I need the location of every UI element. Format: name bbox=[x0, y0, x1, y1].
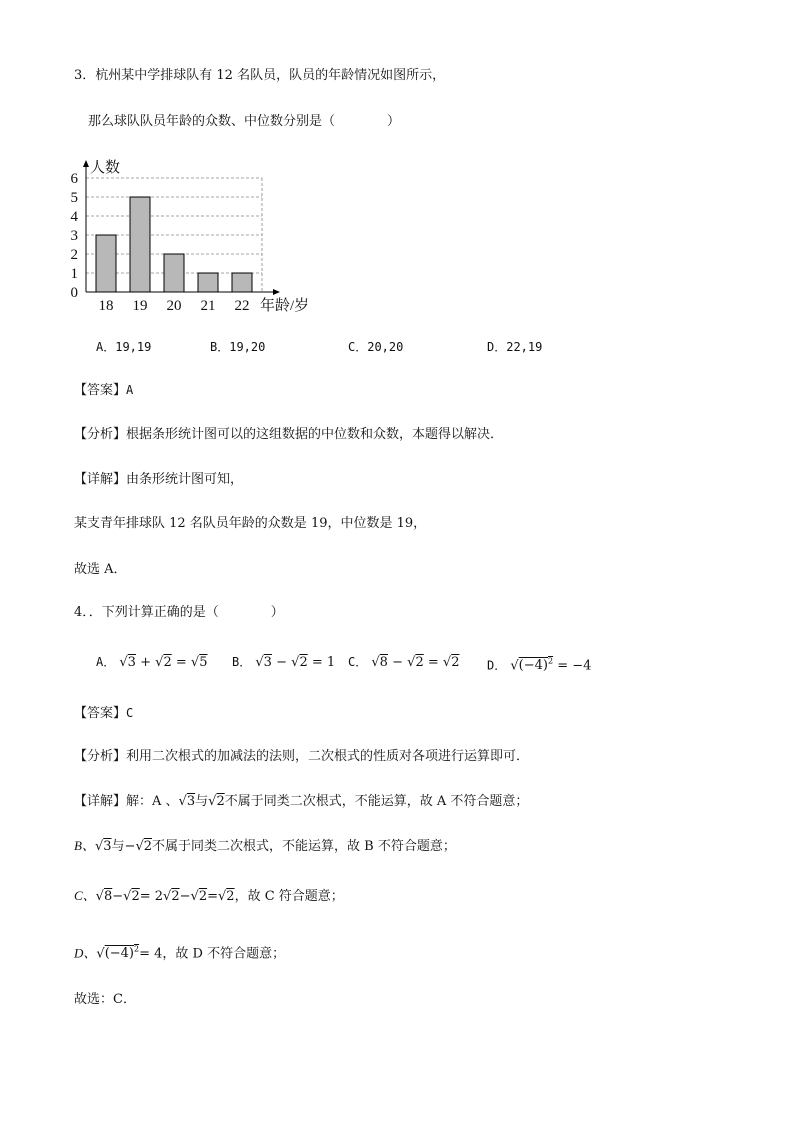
equals: = −4 bbox=[557, 658, 592, 674]
radicand: 2 bbox=[198, 889, 208, 904]
q3-analysis bbox=[74, 427, 503, 443]
operator: + bbox=[140, 655, 151, 670]
bar bbox=[232, 273, 252, 292]
radicand: 5 bbox=[199, 655, 208, 670]
bar bbox=[130, 197, 150, 292]
q3-option-d: D．22,19 bbox=[487, 340, 543, 354]
q3-answer bbox=[74, 382, 133, 399]
analysis-text: 利用二次根式的加减法的法则，二次根式的性质对各项进行运算即可． bbox=[126, 749, 530, 764]
q3-stem-line1: 3．杭州某中学排球队有 12 名队员，队员的年龄情况如图所示， bbox=[74, 68, 446, 83]
detail-text: ，故 C 符合题意； bbox=[234, 889, 344, 904]
equals: = bbox=[427, 655, 439, 670]
option-label: C． bbox=[348, 655, 368, 669]
q4-answer bbox=[74, 705, 133, 722]
radicand bbox=[519, 658, 553, 673]
y-tick-label: 1 bbox=[70, 266, 78, 282]
exponent: 2 bbox=[547, 657, 554, 666]
radicand: 3 bbox=[103, 839, 112, 854]
exponent: 2 bbox=[134, 945, 140, 954]
detail-label: D、 bbox=[74, 945, 97, 961]
detail-tag: 【详解】 bbox=[74, 794, 127, 809]
sqrt-icon: √ bbox=[190, 655, 200, 670]
answer-value: A bbox=[126, 383, 134, 397]
bar bbox=[96, 235, 116, 292]
detail-text: − bbox=[179, 889, 191, 904]
q4-option-b bbox=[232, 654, 335, 671]
sqrt-icon: √ bbox=[255, 655, 264, 670]
sqrt-icon: √ bbox=[218, 889, 227, 904]
bar bbox=[198, 273, 218, 292]
sqrt-icon: √ bbox=[135, 839, 144, 854]
operator: − bbox=[276, 655, 287, 670]
y-tick-label: 3 bbox=[70, 228, 78, 244]
q4-option-d bbox=[487, 654, 591, 674]
detail-tag: 【详解】 bbox=[74, 472, 127, 487]
detail-text: − bbox=[112, 889, 124, 904]
x-tick-label: 18 bbox=[98, 298, 114, 314]
x-tick-label: 20 bbox=[166, 298, 182, 314]
detail-text: 与− bbox=[111, 839, 136, 854]
radicand: 3 bbox=[263, 655, 272, 670]
radicand: 2 bbox=[451, 655, 460, 670]
sqrt-icon: √ bbox=[291, 655, 300, 670]
sqrt-icon: √ bbox=[163, 889, 172, 904]
x-axis-arrow-icon bbox=[273, 289, 280, 295]
detail-text: 不属于同类二次根式，不能运算，故 A 不符合题意； bbox=[224, 794, 529, 809]
answer-tag: 【答案】 bbox=[74, 706, 127, 721]
sqrt-icon: √ bbox=[190, 889, 199, 904]
radicand: 3 bbox=[127, 655, 136, 670]
y-tick-label: 4 bbox=[70, 209, 78, 225]
x-tick-label: 22 bbox=[234, 298, 250, 314]
y-axis-arrow-icon bbox=[83, 160, 89, 167]
radicand bbox=[105, 946, 139, 961]
operator: − bbox=[392, 655, 403, 670]
radicand-inner: (−4) bbox=[104, 946, 134, 962]
q4-option-c bbox=[348, 654, 459, 671]
analysis-tag: 【分析】 bbox=[74, 749, 127, 764]
sqrt-icon: √ bbox=[371, 655, 380, 670]
equals: = bbox=[175, 655, 187, 670]
q3-bar-chart bbox=[62, 150, 332, 315]
radicand: 2 bbox=[143, 839, 153, 854]
q4-conclusion: 故选：C． bbox=[74, 992, 136, 1007]
equals: = 1 bbox=[311, 655, 336, 670]
sqrt-icon: √ bbox=[155, 655, 164, 670]
q4-stem: 4．．下列计算正确的是（ ） bbox=[74, 605, 284, 620]
detail-text: 不属于同类二次根式，不能运算，故 B 不符合题意； bbox=[152, 839, 456, 854]
y-tick-label: 2 bbox=[70, 247, 78, 263]
x-tick-label: 21 bbox=[200, 298, 216, 314]
radicand: 2 bbox=[216, 794, 225, 809]
radicand: 2 bbox=[131, 889, 140, 904]
detail-text: 与 bbox=[195, 794, 209, 809]
sqrt-icon: √ bbox=[442, 655, 452, 670]
q4-detail-b bbox=[74, 838, 456, 855]
y-tick-label: 5 bbox=[70, 190, 78, 206]
sqrt-icon: √ bbox=[119, 655, 128, 670]
q3-detail bbox=[74, 472, 243, 488]
radicand: 2 bbox=[415, 655, 424, 670]
detail-text: = bbox=[207, 889, 218, 904]
x-tick-label: 19 bbox=[132, 298, 148, 314]
sqrt-icon: √ bbox=[178, 794, 187, 809]
analysis-tag: 【分析】 bbox=[74, 427, 127, 442]
radicand: 8 bbox=[379, 655, 388, 670]
q3-conclusion: 故选 A． bbox=[74, 562, 127, 577]
y-tick-label: 6 bbox=[70, 171, 78, 187]
option-label: B． bbox=[232, 655, 252, 669]
sqrt-icon: √ bbox=[95, 889, 104, 904]
sqrt-icon: √ bbox=[510, 658, 519, 674]
sqrt-icon: √ bbox=[96, 946, 105, 962]
radicand: 8 bbox=[103, 889, 113, 904]
q3-option-a: A．19,19 bbox=[96, 340, 152, 354]
option-label: A． bbox=[96, 655, 116, 669]
x-axis-label: 年龄/岁 bbox=[260, 298, 310, 314]
radicand: 2 bbox=[163, 655, 172, 670]
q4-detail-d bbox=[74, 942, 285, 962]
detail-label: B、 bbox=[74, 838, 95, 853]
detail-text: 由条形统计图可知， bbox=[126, 472, 244, 487]
detail-text: = 2 bbox=[139, 889, 164, 904]
option-label: D． bbox=[487, 658, 507, 673]
y-tick-label: 0 bbox=[70, 285, 78, 301]
q3-stem-line2: 那么球队队员年龄的众数、中位数分别是（ ） bbox=[88, 114, 401, 129]
y-axis-label: 人数 bbox=[90, 160, 121, 176]
q4-option-a bbox=[96, 654, 207, 671]
q4-detail-c bbox=[74, 888, 344, 905]
q3-option-c: C．20,20 bbox=[348, 340, 404, 354]
radicand: 3 bbox=[186, 794, 196, 809]
q4-analysis bbox=[74, 749, 529, 765]
radicand: 2 bbox=[226, 889, 235, 904]
radicand: 2 bbox=[299, 655, 308, 670]
sqrt-icon: √ bbox=[123, 889, 132, 904]
sqrt-icon: √ bbox=[208, 794, 217, 809]
analysis-text: 根据条形统计图可以的这组数据的中位数和众数，本题得以解决． bbox=[126, 427, 504, 442]
radicand-inner: (−4) bbox=[518, 658, 548, 674]
radicand: 2 bbox=[171, 889, 180, 904]
answer-tag: 【答案】 bbox=[74, 383, 127, 398]
bar bbox=[164, 254, 184, 292]
q3-option-b: B．19,20 bbox=[210, 340, 266, 354]
q4-detail-a bbox=[74, 794, 528, 810]
detail-text: 解：A 、 bbox=[126, 794, 179, 809]
answer-value: C bbox=[126, 706, 134, 720]
detail-label: C、 bbox=[74, 888, 96, 903]
q3-detail-line2: 某支青年排球队 12 名队员年龄的众数是 19，中位数是 19， bbox=[74, 516, 427, 531]
sqrt-icon: √ bbox=[94, 839, 104, 854]
sqrt-icon: √ bbox=[407, 655, 416, 670]
detail-text: = 4，故 D 不符合题意； bbox=[139, 946, 286, 962]
